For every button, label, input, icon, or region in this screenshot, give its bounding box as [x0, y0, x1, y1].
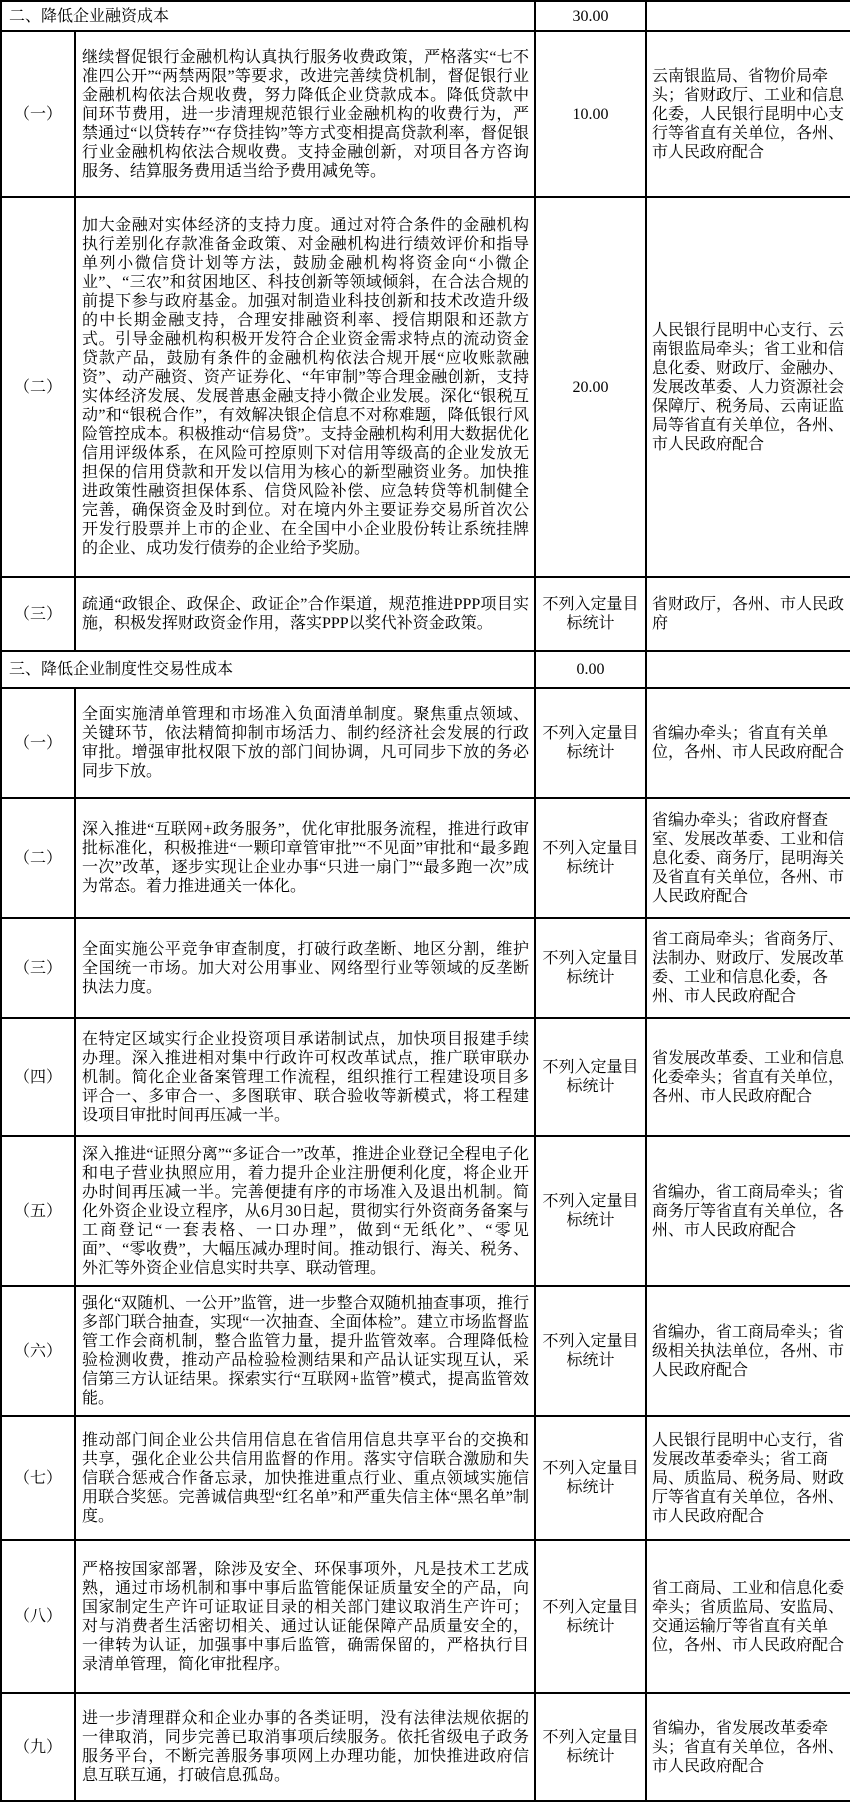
row-label: （五） [1, 1136, 75, 1286]
responsible-text: 省编办，省发展改革委牵头；省直有关单位，各州、市人民政府配合 [646, 1693, 850, 1801]
section-title: 二、降低企业融资成本 [1, 1, 535, 31]
row-label: （一） [1, 688, 75, 798]
row-label: （三） [1, 577, 75, 651]
target-value: 不列入定量目标统计 [535, 1018, 646, 1136]
table-row [1, 1540, 850, 1693]
table-row [1, 577, 850, 651]
measure-text: 全面实施清单管理和市场准入负面清单制度。聚焦重点领域、关键环节，依法精简抑制市场活力、制约经济社会发展的行政审批。增强审批权限下放的部门间协调，凡可同步下放的务必同步下放。 [75, 688, 535, 798]
target-value: 不列入定量目标统计 [535, 1693, 646, 1801]
measure-text: 加大金融对实体经济的支持力度。通过对符合条件的金融机构执行差别化存款准备金政策、对金融机构进行绩效评价和指导单列小微信贷计划等方法，鼓励金融机构将资金向“小微企业”、“三农”和贫困地区、科技创新等领域倾斜，在合法合规的前提下参与政府基金。加强对制造业科技创新和技术改造升级的中长期金融支持，合理安排融资利率、授信期限和还款方式。引导金融机构积极开发符合企业资金需求特点的流动资金贷款产品，鼓励有条件的金融机构依法合规开展“应收账款融资”、动产融资、资产证券化、“年审制”等合理金融创新，支持实体经济发展、发展普惠金融支持小微企业发展。深化“银税互动”和“银税合作”，有效解决银企信息不对称难题，降低银行风险管控成本。积极推动“信易贷”。支持金融机构利用大数据优化信用评级体系，在风险可控原则下对信用等级高的企业发放无担保的信用贷款和开发以信用为核心的新型融资业务。加快推进政策性融资担保体系、信贷风险补偿、应急转贷等机制健全完善，确保资金及时到位。对在境内外主要证券交易所首次公开发行股票并上市的企业、在全国中小企业股份转让系统挂牌的企业、成功发行债券的企业给予奖励。 [75, 197, 535, 577]
target-value: 不列入定量目标统计 [535, 918, 646, 1018]
target-value: 不列入定量目标统计 [535, 1136, 646, 1286]
responsible-text: 省工商局、工业和信息化委牵头；省质监局、安监局、交通运输厅等省直有关单位，各州、市人民政府配合 [646, 1540, 850, 1693]
row-label: （一） [1, 31, 75, 197]
measure-text: 全面实施公平竞争审查制度，打破行政垄断、地区分割，维护全国统一市场。加大对公用事业、网络型行业等领域的反垄断执法力度。 [75, 918, 535, 1018]
row-label: （六） [1, 1286, 75, 1416]
row-label: （三） [1, 918, 75, 1018]
measure-text: 深入推进“证照分离”“多证合一”改革，推进企业登记全程电子化和电子营业执照应用，着力提升企业注册便利化度，将企业开办时间再压减一半。完善便捷有序的市场准入及退出机制。简化外资企业设立程序，从6月30日起，贯彻实行外资商务备案与工商登记“一套表格、一口办理”，做到“无纸化”、“零见面”、“零收费”，大幅压减办理时间。推动银行、海关、税务、外汇等外资企业信息实时共享、联动管理。 [75, 1136, 535, 1286]
table-row [1, 1693, 850, 1801]
target-value: 不列入定量目标统计 [535, 798, 646, 918]
responsible-text: 省工商局牵头；省商务厅、法制办、财政厅、发展改革委、工业和信息化委，各州、市人民政府配合 [646, 918, 850, 1018]
target-value: 不列入定量目标统计 [535, 1416, 646, 1540]
target-value: 不列入定量目标统计 [535, 1540, 646, 1693]
table-row [1, 798, 850, 918]
measure-text: 在特定区域实行企业投资项目承诺制试点，加快项目报建手续办理。深入推进相对集中行政许可权改革试点，推广联审联办机制。简化企业备案管理工作流程，组织推行工程建设项目多评合一、多审合一、多图联审、联合验收等新模式，将工程建设项目审批时间再压减一半。 [75, 1018, 535, 1136]
section-responsible-empty [646, 1, 850, 31]
section-title: 三、降低企业制度性交易性成本 [1, 651, 535, 688]
section-total-value: 0.00 [535, 651, 646, 688]
responsible-text: 云南银监局、省物价局牵头；省财政厅、工业和信息化委，人民银行昆明中心支行等省直有关单位，各州、市人民政府配合 [646, 31, 850, 197]
table-row [1, 31, 850, 197]
table-row [1, 1018, 850, 1136]
table-row [1, 1136, 850, 1286]
section-header-row [1, 1, 850, 31]
row-label: （九） [1, 1693, 75, 1801]
target-value: 不列入定量目标统计 [535, 688, 646, 798]
target-value: 不列入定量目标统计 [535, 577, 646, 651]
row-label: （二） [1, 197, 75, 577]
section-total-value: 30.00 [535, 1, 646, 31]
responsible-text: 省编办牵头；省直有关单位，各州、市人民政府配合 [646, 688, 850, 798]
row-label: （八） [1, 1540, 75, 1693]
target-value: 10.00 [535, 31, 646, 197]
responsible-text: 省财政厅，各州、市人民政府 [646, 577, 850, 651]
responsible-text: 省编办牵头；省政府督查室、发展改革委、工业和信息化委、商务厅，昆明海关及省直有关单位，各州、市人民政府配合 [646, 798, 850, 918]
measure-text: 进一步清理群众和企业办事的各类证明，没有法律法规依据的一律取消，同步完善已取消事项后续服务。依托省级电子政务服务平台，不断完善服务事项网上办理功能，加快推进政府信息互联互通，打破信息孤岛。 [75, 1693, 535, 1801]
measure-text: 继续督促银行金融机构认真执行服务收费政策，严格落实“七不准四公开”“两禁两限”等要求，改进完善续贷机制，督促银行业金融机构依法合规收费，努力降低企业贷款成本。降低贷款中间环节费用，进一步清理规范银行业金融机构的收费行为，严禁通过“以贷转存”“存贷挂钩”等方式变相提高贷款利率，督促银行业金融机构依法合规收费。支持金融创新，对项目各方咨询服务、结算服务费用适当给予费用减免等。 [75, 31, 535, 197]
responsible-text: 人民银行昆明中心支行，省发展改革委牵头；省工商局、质监局、税务局、财政厅等省直有关单位，各州、市人民政府配合 [646, 1416, 850, 1540]
table-row [1, 1416, 850, 1540]
row-label: （二） [1, 798, 75, 918]
responsible-text: 省编办，省工商局牵头；省商务厅等省直有关单位，各州、市人民政府配合 [646, 1136, 850, 1286]
measure-text: 推动部门间企业公共信用信息在省信用信息共享平台的交换和共享，强化企业公共信用监督的作用。落实守信联合激励和失信联合惩戒合作备忘录，加快推进重点行业、重点领域实施信用联合奖惩。完善诚信典型“红名单”和严重失信主体“黑名单”制度。 [75, 1416, 535, 1540]
table-row [1, 197, 850, 577]
measure-text: 疏通“政银企、政保企、政证企”合作渠道，规范推进PPP项目实施，积极发挥财政资金作用，落实PPP以奖代补资金政策。 [75, 577, 535, 651]
measure-text: 严格按国家部署，除涉及安全、环保事项外，凡是技术工艺成熟，通过市场机制和事中事后监管能保证质量安全的产品，向国家制定生产许可证取证目录的相关部门建议取消生产许可；对与消费者生活密切相关、通过认证能保障产品质量安全的，一律转为认证，加强事中事后监管，确需保留的，严格执行目录清单管理，简化审批程序。 [75, 1540, 535, 1693]
table-row [1, 1286, 850, 1416]
row-label: （七） [1, 1416, 75, 1540]
target-value: 20.00 [535, 197, 646, 577]
target-value: 不列入定量目标统计 [535, 1286, 646, 1416]
table-row [1, 918, 850, 1018]
responsible-text: 人民银行昆明中心支行、云南银监局牵头；省工业和信息化委、财政厅、金融办、发展改革委、人力资源社会保障厅、税务局、云南证监局等省直有关单位，各州、市人民政府配合 [646, 197, 850, 577]
measure-text: 强化“双随机、一公开”监管，进一步整合双随机抽查事项，推行多部门联合抽查，实现“一次抽查、全面体检”。建立市场监督监管工作会商机制，整合监管力量，提升监管效率。合理降低检验检测收费，推动产品检验检测结果和产品认证实现互认，采信第三方认证结果。探索实行“互联网+监管”模式，提高监管效能。 [75, 1286, 535, 1416]
section-header-row [1, 651, 850, 688]
measure-text: 深入推进“互联网+政务服务”，优化审批服务流程，推进行政审批标准化，积极推进“一颗印章管审批”“不见面”审批和“最多跑一次”改革，逐步实现让企业办事“只进一扇门”“最多跑一次”成为常态。着力推进通关一体化。 [75, 798, 535, 918]
responsible-text: 省编办，省工商局牵头；省级相关执法单位，各州、市人民政府配合 [646, 1286, 850, 1416]
responsible-text: 省发展改革委、工业和信息化委牵头；省直有关单位，各州、市人民政府配合 [646, 1018, 850, 1136]
table-row [1, 688, 850, 798]
section-responsible-empty [646, 651, 850, 688]
row-label: （四） [1, 1018, 75, 1136]
